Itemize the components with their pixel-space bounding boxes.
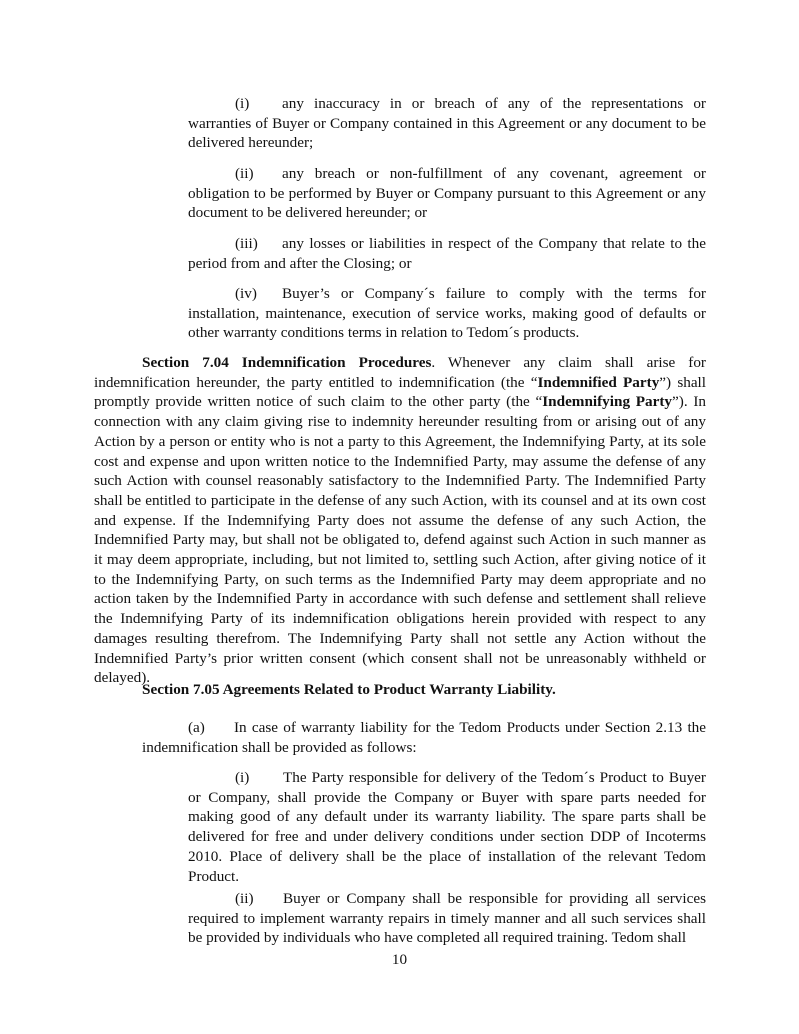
item-text: Buyer’s or Company´s failure to comply with the terms for installation, maintenance, execution of service works, making good of defaults or other warranty conditions terms in relation to Tedom´s products. xyxy=(188,285,706,342)
item-label: (i) xyxy=(235,769,250,786)
item-text: any losses or liabilities in respect of the Company that relate to the period from and after the Closing; or xyxy=(188,235,706,272)
list-item xyxy=(188,889,706,948)
list-item xyxy=(188,768,706,886)
item-label: (iv) xyxy=(235,285,257,302)
defined-term: Indemnifying Party xyxy=(542,393,673,411)
section-7-04: Section 7.04 Indemnification Procedures. Whenever any claim shall arise for indemnification hereunder, the party entitled to indemnification (the “Indemnified Party”) shall promptly provide written notice of such claim to the other party (the “Indemnifying Party”). In connection with any claim giving rise to indemnity hereunder resulting from or arising out of any Action by a person or entity who is not a party to this Agreement, the Indemnifying Party, at its sole cost and expense and upon written notice to the Indemnified Party, may assume the defense of any such Action with counsel reasonably satisfactory to the Indemnified Party. The Indemnified Party shall be entitled to participate in the defense of any such Action, with its counsel and at its own cost and expense. If the Indemnifying Party does not assume the defense of any such Action, the Indemnified Party may, but shall not be obligated to, defend against such Action in such manner as it may deem appropriate, including, but not limited to, settling such Action, after giving notice of it to the Indemnifying Party, on such terms as the Indemnified Party may deem appropriate and no action taken by the Indemnified Party in accordance with such defense and settlement shall relieve the Indemnifying Party of its indemnification obligations herein provided with respect to any damages resulting therefrom. The Indemnifying Party shall not settle any Action without the Indemnified Party’s prior written consent (which consent shall not be unreasonably withheld or delayed). xyxy=(94,354,707,687)
item-text: The Party responsible for delivery of the Tedom´s Product to Buyer or Company, shall provide the Company or Buyer with spare parts needed for making good of any default under its warranty liability. The spare parts shall be delivered for free and under delivery conditions under section DDP of Incoterms 2010. Place of delivery shall be the place of installation of the relevant Tedom Product. xyxy=(188,769,706,885)
item-text: any breach or non-fulfillment of any covenant, agreement or obligation to be performed by Buyer or Company pursuant to this Agreement or any document to be delivered hereunder; or xyxy=(188,165,706,222)
item-label: (i) xyxy=(235,95,250,112)
item-text: In case of warranty liability for the Tedom Products under Section 2.13 the indemnification shall be provided as follows: xyxy=(142,719,706,756)
item-text: any inaccuracy in or breach of any of the representations or warranties of Buyer or Company contained in this Agreement or any document to be delivered hereunder; xyxy=(188,95,706,152)
page-number: 10 xyxy=(391,951,408,968)
section-7-05-heading: Section 7.05 Agreements Related to Product Warranty Liability. xyxy=(142,681,556,698)
list-item xyxy=(188,234,706,273)
subsection-a xyxy=(142,718,706,757)
item-label: (ii) xyxy=(235,890,254,907)
list-item xyxy=(188,284,706,343)
item-label: (ii) xyxy=(235,165,254,182)
item-label: (iii) xyxy=(235,235,258,252)
item-text: Buyer or Company shall be responsible for providing all services required to implement warranty repairs in timely manner and all such services shall be provided by individuals who have completed all required training. Tedom shall xyxy=(188,890,706,947)
section-heading: Section 7.04 Indemnification Procedures xyxy=(142,354,432,371)
item-label: (a) xyxy=(188,719,205,736)
list-item xyxy=(188,94,706,153)
defined-term: Indemnified Party xyxy=(537,373,660,391)
list-item xyxy=(188,164,706,223)
